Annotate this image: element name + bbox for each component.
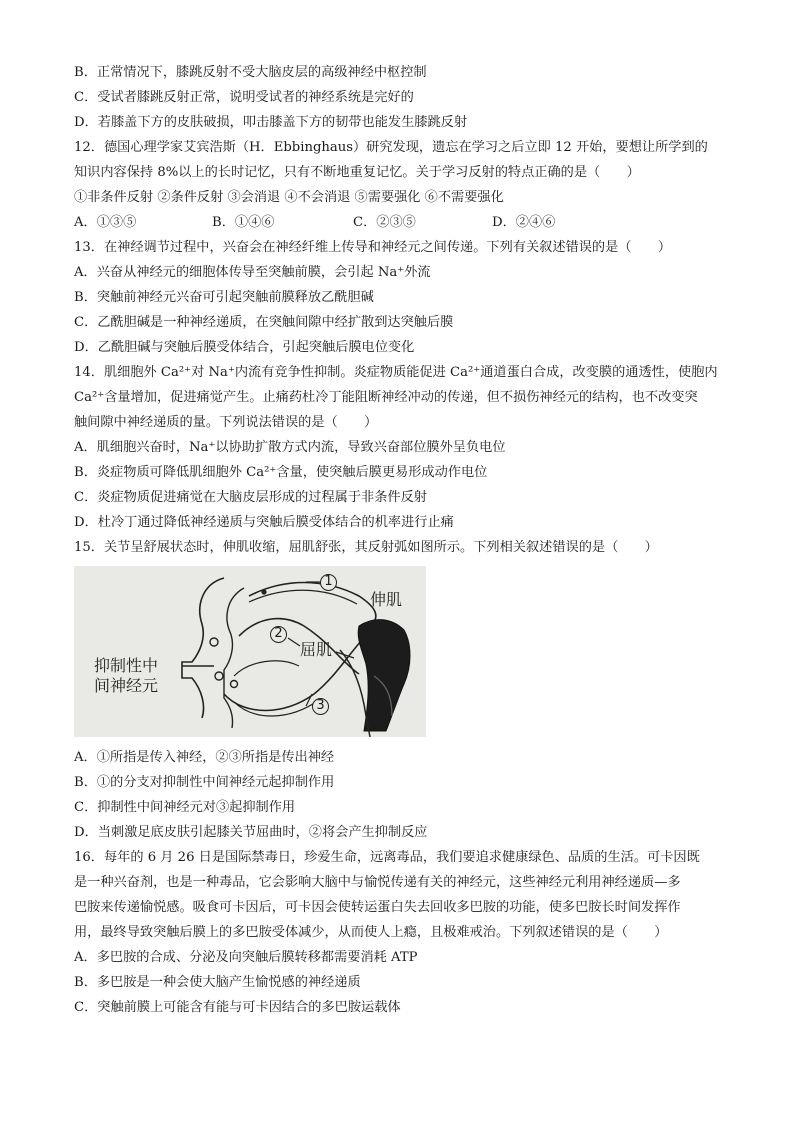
q16-stem-line-4: 用，最终导致突触后膜上的多巴胺受体减少，从而使人上瘾，且极难戒治。下列叙述错误的是（ ） (74, 925, 668, 940)
q11-option-b: B．正常情况下，膝跳反射不受大脑皮层的高级神经中枢控制 (74, 65, 427, 80)
neuron-body (215, 672, 223, 680)
q14-stem-line-1: 14．肌细胞外 Ca²⁺对 Na⁺内流有竞争性抑制。炎症物质能促进 Ca²⁺通道蛋白合成，改变膜的通透性，使胞内 (74, 365, 718, 380)
q11-option-d: D．若膝盖下方的皮肤破损，叩击膝盖下方的韧带也能发生膝跳反射 (74, 115, 468, 130)
q14-option-a: A．肌细胞兴奋时，Na⁺以协助扩散方式内流，导致兴奋部位膜外呈负电位 (74, 440, 506, 455)
q16-option-b: B．多巴胺是一种会使大脑产生愉悦感的神经递质 (74, 975, 361, 990)
q13-option-c: C．乙酰胆碱是一种神经递质，在突触间隙中经扩散到达突触后膜 (74, 315, 454, 330)
q15-option-b: B．①的分支对抑制性中间神经元起抑制作用 (74, 775, 335, 790)
q14-option-c: C．炎症物质促进痛觉在大脑皮层形成的过程属于非条件反射 (74, 490, 427, 505)
reflex-arc-figure (74, 566, 426, 737)
q12-stem-line-3: ①非条件反射 ②条件反射 ③会消退 ④不会消退 ⑤需要强化 ⑥不需要强化 (74, 190, 504, 205)
marker-1: 1 (320, 574, 337, 591)
exam-page (74, 60, 734, 1020)
marker-3: 3 (312, 698, 329, 715)
q15-option-c: C．抑制性中间神经元对③起抑制作用 (74, 800, 296, 815)
q14-option-d: D．杜冷丁通过降低神经递质与突触后膜受体结合的机率进行止痛 (74, 515, 454, 530)
spinal-cord-outline (182, 578, 224, 718)
q12-option-b: B．①④⑥ (212, 215, 275, 230)
q12-stem-line-1: 12．德国心理学家艾宾浩斯（H．Ebbinghaus）研究发现，遗忘在学习之后立即 12 开始，要想让所学到的 (74, 140, 708, 155)
q11-option-c: C．受试者膝跳反射正常，说明受试者的神经系统是完好的 (74, 90, 414, 105)
q12-options (74, 210, 734, 235)
q13-option-b: B．突触前神经元兴奋可引起突触前膜释放乙酰胆碱 (74, 290, 374, 305)
marker-2: 2 (270, 626, 287, 643)
marker-3-pointer (306, 694, 312, 706)
label-inhibitory-interneuron-1: 抑制性中 (94, 656, 159, 675)
q16-option-c: C．突触前膜上可能含有能与可卡因结合的多巴胺运载体 (74, 1000, 401, 1015)
q16-stem-line-2: 是一种兴奋剂，也是一种毒品，它会影响大脑中与愉悦传递有关的神经元，这些神经元利用神经递质—多 (74, 875, 681, 890)
q13-option-a: A．兴奋从神经元的细胞体传导至突触前膜，会引起 Na⁺外流 (74, 265, 431, 280)
label-extensor: 伸肌 (370, 590, 403, 609)
q13-stem: 13．在神经调节过程中，兴奋会在神经纤维上传导和神经元之间传递。下列有关叙述错误的是（ ） (74, 240, 672, 255)
q14-option-b: B．炎症物质可降低肌细胞外 Ca²⁺含量，使突触后膜更易形成动作电位 (74, 465, 488, 480)
marker-2-pointer (288, 638, 300, 646)
q15-option-a: A．①所指是传入神经，②③所指是传出神经 (74, 750, 335, 765)
q16-stem-line-3: 巴胺来传递愉悦感。吸食可卡因后，可卡因会使转运蛋白失去回收多巴胺的功能，使多巴胺长时间发挥作 (74, 900, 681, 915)
q12-stem-line-2: 知识内容保持 8%以上的长时记忆，只有不断地重复记忆。关于学习反射的特点正确的是（ ） (74, 165, 640, 180)
q12-option-a: A．①③⑤ (74, 215, 137, 230)
q14-stem-line-3: 触间隙中神经递质的量。下列说法错误的是（ ） (74, 415, 378, 430)
q15-stem: 15．关节呈舒展状态时，伸肌收缩，屈肌舒张，其反射弧如图所示。下列相关叙述错误的是（ ） (74, 540, 658, 555)
label-inhibitory-interneuron-2: 间神经元 (94, 676, 159, 695)
q16-stem-line-1: 16．每年的 6 月 26 日是国际禁毒日，珍爱生命，远离毒品，我们要追求健康绿色、品质的生活。可卡因既 (74, 850, 700, 865)
neuron-body (210, 638, 218, 646)
q12-option-d: D．②④⑥ (492, 215, 556, 230)
q12-option-c: C．②③⑤ (353, 215, 416, 230)
q15-option-d: D．当刺激足底皮肤引起膝关节屈曲时，②将会产生抑制反应 (74, 825, 428, 840)
ganglion-dot (261, 589, 266, 594)
nerve-branch (234, 661, 299, 676)
nerve-1-path (249, 583, 376, 623)
q16-option-a: A．多巴胺的合成、分泌及向突触后膜转移都需要消耗 ATP (74, 950, 418, 965)
label-flexor: 屈肌 (300, 640, 333, 659)
q14-stem-line-2: Ca²⁺含量增加，促进痛觉产生。止痛药杜冷丁能阻断神经冲动的传递，但不损伤神经元的结构，也不改变突 (74, 390, 698, 405)
q13-option-d: D．乙酰胆碱与突触后膜受体结合，引起突触后膜电位变化 (74, 340, 415, 355)
neuron-body (231, 681, 238, 688)
